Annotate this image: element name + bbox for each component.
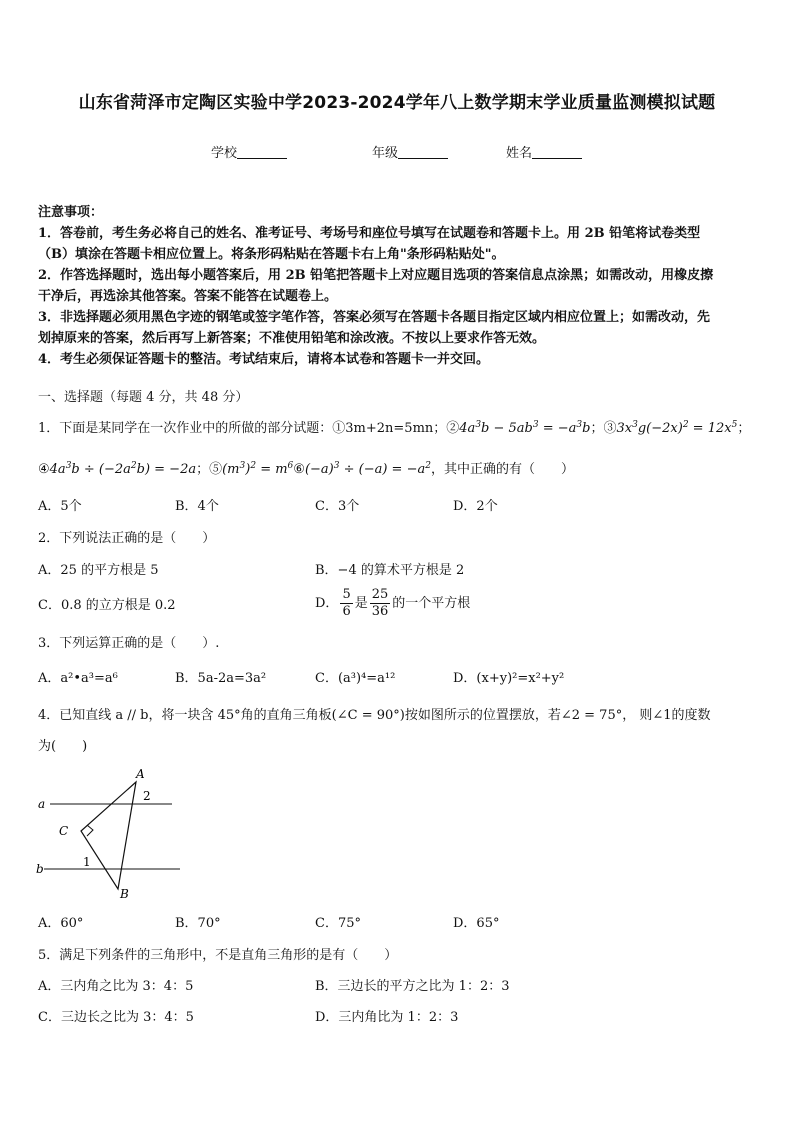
q2-d-prefix: D． xyxy=(315,596,339,611)
q4-option-a[interactable]: A．60° xyxy=(38,916,84,931)
name-field xyxy=(506,142,582,161)
notice-line: 划掉原来的答案，然后再写上新答案；不准使用铅笔和涂改液。不按以上要求作答无效。 xyxy=(38,331,546,346)
name-blank xyxy=(532,146,582,159)
q2-d-fraction-1: $\frac{5}{6}$ xyxy=(342,587,351,619)
q2-option-a[interactable]: A．25 的平方根是 5 xyxy=(38,563,159,578)
grade-blank xyxy=(398,146,448,159)
q1-stem-d: ；⑤ xyxy=(196,462,223,477)
q3-option-b[interactable]: B．5a-2a=3a² xyxy=(175,671,267,686)
notice-heading: 注意事项： xyxy=(38,205,104,220)
q2-option-d[interactable] xyxy=(315,586,470,622)
q2-d-fraction-2: $\frac{25}{36}$ xyxy=(371,587,389,619)
q1-expr-5: $(m^3)^2 = m^6$ xyxy=(222,461,294,477)
notice-line: 3．非选择题必须用黑色字迹的钢笔或签字笔作答，答案必须写在答题卡各题目指定区域内相应位置上；如需改动，先 xyxy=(38,310,711,325)
angle-1-label: 1 xyxy=(83,855,91,869)
q1-option-a[interactable]: A．5个 xyxy=(38,499,82,514)
q3-option-d[interactable]: D．(x+y)²=x²+y² xyxy=(453,671,565,686)
school-label: 学校 xyxy=(211,146,238,161)
angle-2-label: 2 xyxy=(143,789,151,803)
q4-option-b[interactable]: B．70° xyxy=(175,916,221,931)
notice-line: 1．答卷前，考生务必将自己的姓名、准考证号、考场号和座位号填写在试题卷和答题卡上。用 2B 铅笔将试卷类型 xyxy=(38,226,701,241)
question-5-stem: 5．满足下列条件的三角形中，不是直角三角形的是有（ ） xyxy=(38,948,398,963)
q1-expr-6: $(-a)^3 \div (-a) = -a^2$ xyxy=(304,461,431,477)
q5-option-a[interactable]: A．三内角之比为 3：4：5 xyxy=(38,979,194,994)
school-blank xyxy=(237,146,287,159)
q1-stem-b: ；③ xyxy=(590,421,617,436)
label-A: A xyxy=(136,767,145,781)
name-label: 姓名 xyxy=(506,146,533,161)
q3-option-c[interactable]: C．(a³)⁴=a¹² xyxy=(315,671,396,686)
q1-stem-a: 1．下面是某同学在一次作业中的所做的部分试题：①3m+2n=5mn；② xyxy=(38,421,460,436)
notice-line: 干净后，再选涂其他答案。答案不能答在试题卷上。 xyxy=(38,289,338,304)
q1-expr-2: $4a^3b - 5ab^3 = -a^3b$ xyxy=(459,420,591,436)
q1-option-b[interactable]: B．4个 xyxy=(175,499,219,514)
notice-section xyxy=(38,202,760,370)
q1-expr-4: $4a^3b \div (-2a^2b) = -2a$ xyxy=(49,461,197,477)
question-1-stem-cont: $④4a^3b \div (-2a^2b) = -2a$；$⑤(m^3)^2$ = $m^6⑥(-a)^3 \div (-a) = -a^2$，其中正确的有（ ） xyxy=(38,461,574,477)
label-a: a xyxy=(38,797,46,811)
q2-d-mid: 是 xyxy=(354,596,368,611)
question-2-stem: 2．下列说法正确的是（ ） xyxy=(38,531,216,546)
section-heading: 一、选择题（每题 4 分，共 48 分） xyxy=(38,390,249,405)
question-4-stem-cont: 为( ) xyxy=(38,739,88,754)
q4-figure xyxy=(30,762,190,902)
q1-stem-c: ④ xyxy=(38,462,50,477)
q4-option-c[interactable]: C．75° xyxy=(315,916,361,931)
page-title: 山东省菏泽市定陶区实验中学2023-2024学年八上数学期末学业质量监测模拟试题 xyxy=(78,93,716,113)
q1-option-d[interactable]: D．2个 xyxy=(453,499,498,514)
q1-option-c[interactable]: C．3个 xyxy=(315,499,360,514)
school-field xyxy=(211,142,287,161)
q3-option-a[interactable]: A．a²•a³=a⁶ xyxy=(38,671,118,686)
label-b: b xyxy=(36,862,44,876)
q5-option-b[interactable]: B．三边长的平方之比为 1：2：3 xyxy=(315,979,510,994)
notice-line: （B）填涂在答题卡相应位置上。将条形码粘贴在答题卡右上角"条形码粘贴处"。 xyxy=(38,247,505,262)
notice-line: 2．作答选择题时，选出每小题答案后，用 2B 铅笔把答题卡上对应题目选项的答案信息点涂黑；如需改动，用橡皮擦 xyxy=(38,268,714,283)
question-3-stem: 3．下列运算正确的是（ ）. xyxy=(38,636,220,651)
question-4-stem: 4．已知直线 a // b，将一块含 45°角的直角三角板(∠C = 90°)按如图所示的位置摆放，若∠2 = 75°， 则∠1的度数 xyxy=(38,708,711,723)
q2-option-b[interactable]: B．−4 的算术平方根是 2 xyxy=(315,563,465,578)
q2-d-suffix: 的一个平方根 xyxy=(392,596,471,611)
q1-expr-3: $3x^3g(-2x)^2 = 12x^5$ xyxy=(616,420,738,436)
right-angle-mark xyxy=(87,825,93,836)
grade-field xyxy=(372,142,448,161)
q1-stem-e: ，其中正确的有（ ） xyxy=(430,462,574,477)
q4-option-d[interactable]: D．65° xyxy=(453,916,500,931)
notice-line: 4．考生必须保证答题卡的整洁。考试结束后，请将本试卷和答题卡一并交回。 xyxy=(38,352,490,367)
q5-option-d[interactable]: D．三内角比为 1：2：3 xyxy=(315,1010,459,1025)
question-1-stem: 1．下面是某同学在一次作业中的所做的部分试题：①3m+2n=5mn；$②4a^3b - 5ab^3 = -a^3b$；$③3x^3g(-2x)^2 = 12x^5$； xyxy=(38,420,751,436)
q5-option-c[interactable]: C．三边长之比为 3：4：5 xyxy=(38,1010,194,1025)
label-C: C xyxy=(59,824,69,838)
q2-option-c[interactable]: C．0.8 的立方根是 0.2 xyxy=(38,598,176,613)
grade-label: 年级 xyxy=(372,146,399,161)
triangle xyxy=(81,782,136,889)
label-B: B xyxy=(120,887,129,901)
